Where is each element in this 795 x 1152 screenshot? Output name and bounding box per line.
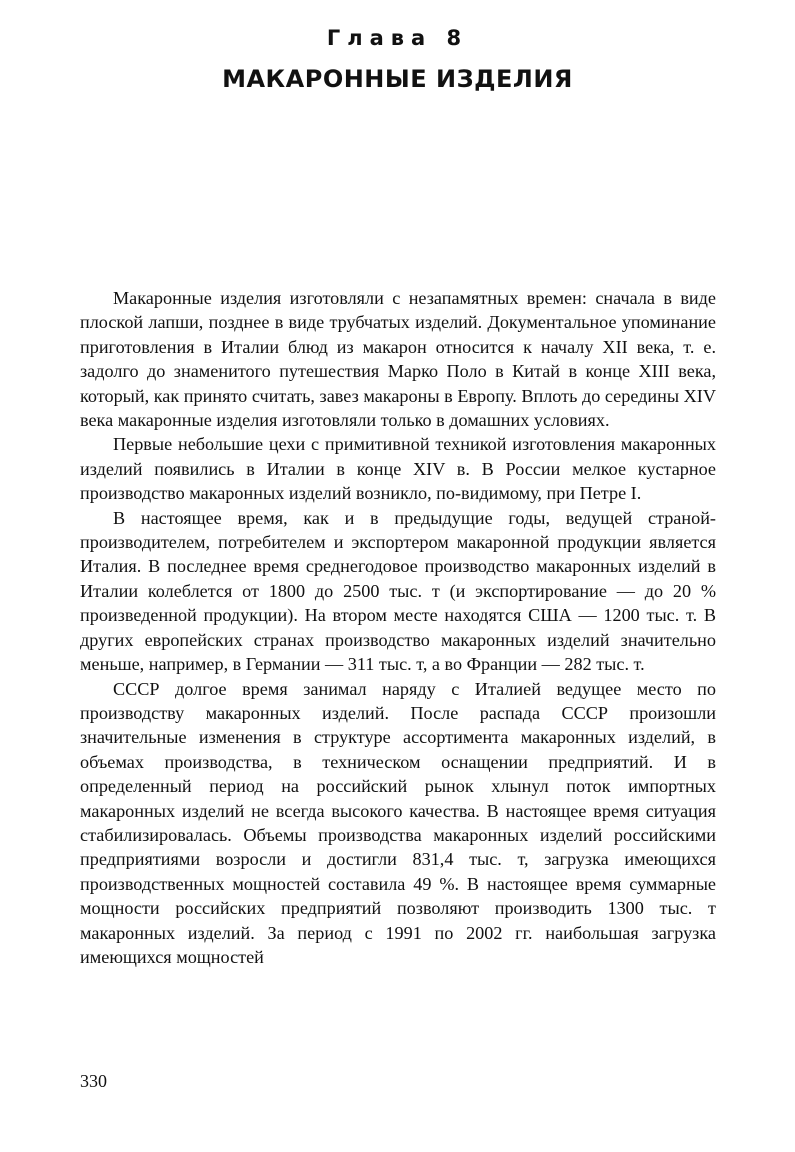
- paragraph-4: СССР долгое время занимал наряду с Италией ведущее место по производству макаронных изделий. После распада СССР произошли значительные изменения в структуре ассортимента макаронных изделий, в объемах производства, в техническом оснащении предприятий. И в определенный период на российский рынок хлынул поток импортных макаронных изделий не всегда высокого качества. В настоящее время ситуация стабилизировалась. Объемы производства макаронных изделий российскими предприятиями возросли и достигли 831,4 тыс. т, загрузка имеющихся производственных мощностей составила 49 %. В настоящее время суммарные мощности российских предприятий позволяют производить 1300 тыс. т макаронных изделий. За период с 1991 по 2002 гг. наибольшая загрузка имеющихся мощностей: [80, 678, 716, 967]
- paragraph-2: Первые небольшие цехи с примитивной техникой изготовления макаронных изделий появились в Италии в конце XIV в. В России мелкое кустарное производство макаронных изделий возникло, по-видимому, при Петре I.: [80, 434, 716, 504]
- page-number: 330: [80, 1071, 107, 1091]
- paragraph-1: Макаронные изделия изготовляли с незапамятных времен: сначала в виде плоской лапши, позднее в виде трубчатых изделий. Документальное упоминание приготовления в Италии блюд из макарон относится к началу XII века, т. е. задолго до знаменитого путешествия Марко Поло в Китай в конце XIII века, который, как принято считать, завез макароны в Европу. Вплоть до середины XIV века макаронные изделия изготовляли только в домашних условиях.: [80, 288, 716, 431]
- body-text: [80, 286, 716, 969]
- paragraph-3: В настоящее время, как и в предыдущие годы, ведущей страной-производителем, потребителем и экспортером макаронной продукции является Италия. В последнее время среднегодовое производство макаронных изделий в Италии колеблется от 1800 до 2500 тыс. т (и экспортирование — до 20 % произведенной продукции). На втором месте находятся США — 1200 тыс. т. В других европейских странах производство макаронных изделий значительно меньше, например, в Германии — 311 тыс. т, а во Франции — 282 тыс. т.: [80, 507, 716, 675]
- chapter-title: МАКАРОННЫЕ ИЗДЕЛИЯ: [222, 65, 573, 93]
- chapter-label: Глава 8: [326, 26, 469, 50]
